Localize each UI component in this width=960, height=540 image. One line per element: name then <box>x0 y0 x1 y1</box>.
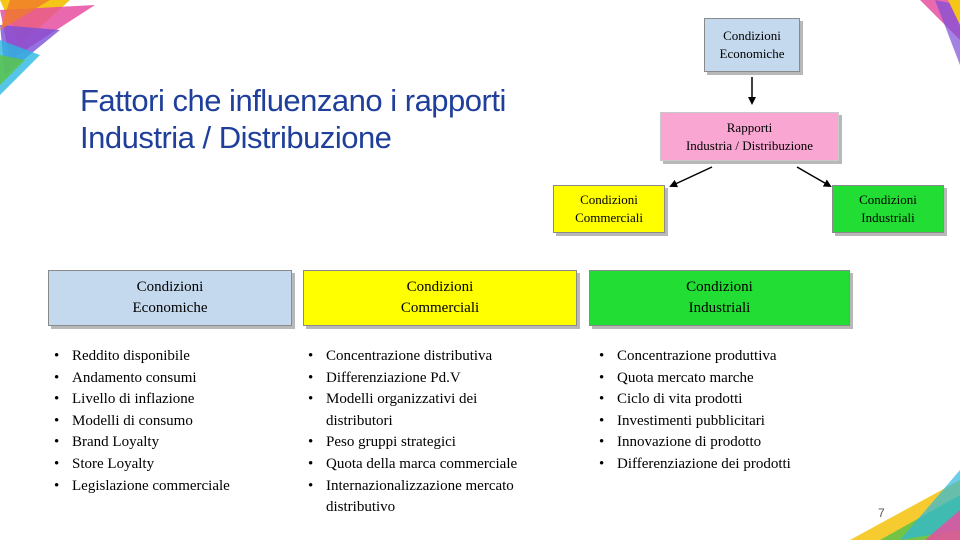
list-item: • Ciclo di vita prodotti <box>599 389 849 411</box>
column-header-economiche-line1: Condizioni <box>136 279 204 295</box>
list-item: • Differenziazione dei prodotti <box>599 454 849 476</box>
diagram-box-economiche-line1: Condizioni <box>723 28 781 43</box>
column-header-industriali <box>589 270 850 326</box>
list-item: • Innovazione di prodotto <box>599 432 849 454</box>
list-item: • Concentrazione distributiva <box>308 346 563 368</box>
list-item: • Differenziazione Pd.V <box>308 368 563 390</box>
list-item: • Investimenti pubblicitari <box>599 411 849 433</box>
list-industriali <box>599 346 849 476</box>
list-commerciali <box>308 346 563 519</box>
arrow-rapporti-to-industriali <box>797 167 830 186</box>
diagram-box-commerciali <box>553 185 665 233</box>
list-item: • Reddito disponibile <box>54 346 294 368</box>
list-item: • Concentrazione produttiva <box>599 346 849 368</box>
list-item: • Legislazione commerciale <box>54 476 294 498</box>
list-item: • Store Loyalty <box>54 454 294 476</box>
column-header-industriali-line2: Industriali <box>688 300 751 316</box>
page-title-line1: Fattori che influenzano i rapporti <box>80 83 506 118</box>
diagram-box-industriali-line2: Industriali <box>861 210 915 225</box>
list-item: • Internazionalizzazione mercato distributivo <box>308 476 566 519</box>
list-item: • Livello di inflazione <box>54 389 294 411</box>
list-item: • Quota mercato marche <box>599 368 849 390</box>
diagram-box-commerciali-line2: Commerciali <box>575 210 643 225</box>
column-header-commerciali-line1: Condizioni <box>406 279 474 295</box>
column-header-commerciali-line2: Commerciali <box>400 300 480 316</box>
arrow-rapporti-to-commerciali <box>671 167 712 186</box>
list-item: • Peso gruppi strategici <box>308 432 563 454</box>
diagram-box-economiche <box>704 18 800 72</box>
page-number: 7 <box>878 506 885 520</box>
diagram-box-industriali-line1: Condizioni <box>859 192 917 207</box>
column-header-economiche-line2: Economiche <box>132 300 208 316</box>
list-item: • Andamento consumi <box>54 368 294 390</box>
page-title-line2: Industria / Distribuzione <box>80 120 392 155</box>
diagram-box-rapporti-line2: Industria / Distribuzione <box>685 137 814 153</box>
diagram-box-rapporti <box>660 112 839 161</box>
diagram-box-economiche-line2: Economiche <box>719 46 785 61</box>
list-item: • Quota della marca commerciale <box>308 454 563 476</box>
column-header-industriali-line1: Condizioni <box>686 279 753 295</box>
column-header-commerciali <box>303 270 577 326</box>
list-item: • Modelli organizzativi dei distributori <box>308 389 526 432</box>
list-economiche <box>54 346 294 497</box>
list-item: • Brand Loyalty <box>54 432 294 454</box>
list-item: • Modelli di consumo <box>54 411 294 433</box>
diagram-box-rapporti-line1: Rapporti <box>726 119 773 135</box>
diagram-box-commerciali-line1: Condizioni <box>580 192 638 207</box>
column-header-economiche <box>48 270 292 326</box>
diagram-box-industriali <box>832 185 944 233</box>
